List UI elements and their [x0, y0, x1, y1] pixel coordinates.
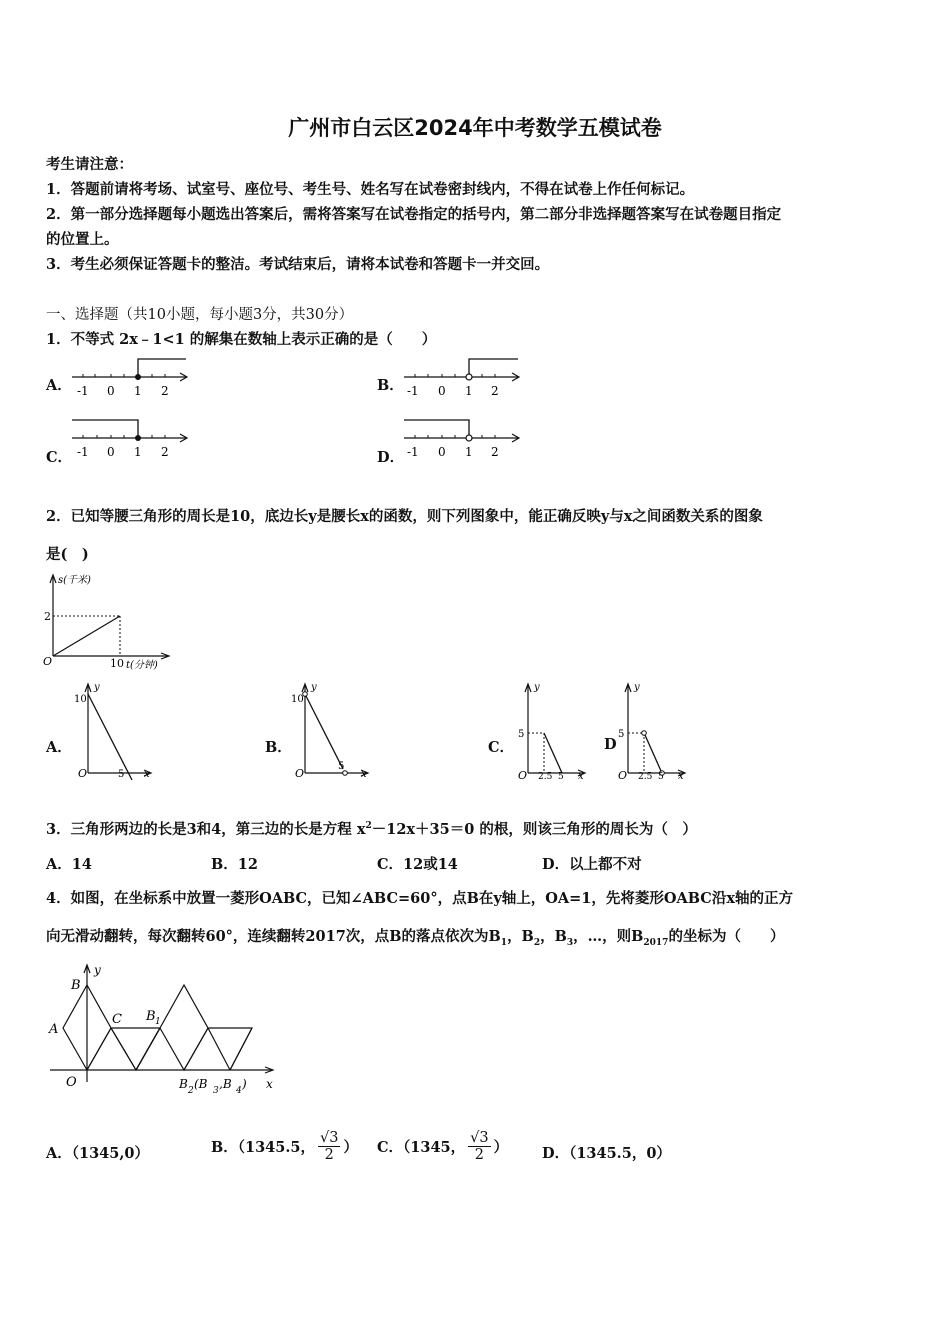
axis-tick: 5 — [118, 769, 125, 780]
q3-option-b[interactable]: B．12 — [211, 856, 258, 873]
q1-option-b[interactable]: B． — [377, 377, 404, 394]
tick-label: 2 — [161, 384, 169, 398]
ref-x-tick: 10 — [110, 657, 124, 670]
q4-text: ，B — [540, 928, 567, 945]
q4-text: 向无滑动翻转，每次翻转60°，连续翻转2017次，点B的落点依次为B — [46, 928, 501, 945]
tick-label: 2 — [491, 384, 499, 398]
axis-origin: O — [78, 767, 88, 780]
q4-option-b-text: B．（1345.5， — [211, 1138, 315, 1156]
q2-option-b[interactable]: B． — [265, 739, 292, 756]
fig-label-x: x — [266, 1077, 273, 1091]
notice-1: 1．答题前请将考场、试室号、座位号、考生号、姓名写在试卷密封线内，不得在试卷上作任何标记。 — [46, 181, 695, 198]
axis-label: x — [678, 771, 684, 782]
fig-label-y: y — [94, 963, 101, 977]
tick-label: 0 — [438, 445, 446, 459]
axis-tick: 10 — [74, 694, 87, 705]
tick-label: -1 — [77, 384, 89, 398]
axis-origin: O — [618, 769, 628, 782]
fig-label-close: ) — [242, 1077, 247, 1091]
page-title: 广州市白云区2024年中考数学五模试卷 — [288, 116, 662, 140]
q3-exponent: 2 — [365, 821, 372, 832]
q2-graph-b — [287, 680, 377, 785]
axis-label: y — [311, 682, 317, 693]
q1-option-d[interactable]: D． — [377, 449, 405, 466]
frac-num: √3 — [470, 1129, 489, 1146]
axis-tick: 5 — [518, 729, 525, 740]
q2-graph-a — [70, 680, 160, 785]
q1-numberline-a — [68, 355, 193, 405]
tick-label: 1 — [134, 445, 142, 459]
tick-label: 0 — [438, 384, 446, 398]
fig-label-b: B — [71, 978, 81, 993]
fig-label-b1-sub: 1 — [155, 1017, 161, 1027]
fig-label-b4: ,B — [219, 1077, 232, 1091]
q4-option-d[interactable]: D．（1345.5，0） — [542, 1145, 671, 1162]
axis-label: y — [534, 682, 540, 693]
axis-tick: 5 — [618, 729, 625, 740]
q4-stem-line1: 4．如图，在坐标系中放置一菱形OABC，已知∠ABC=60°，点B在y轴上，OA=1，先将菱形OABC沿x轴的正方 — [46, 890, 793, 907]
q1-numberline-c — [68, 416, 193, 466]
fig-label-a: A — [49, 1022, 59, 1037]
fraction-sqrt3-over-2 — [318, 1130, 340, 1163]
q2-stem-line1: 2．已知等腰三角形的周长是10，底边长y是腰长x的函数，则下列图象中，能正确反映y与x之间函数关系的图象 — [46, 508, 763, 525]
tick-label: 1 — [465, 384, 473, 398]
axis-label: x — [361, 769, 367, 780]
tick-label: 2 — [161, 445, 169, 459]
q4-text: ，B — [507, 928, 534, 945]
ref-ylabel: s(千米) — [58, 575, 91, 586]
notice-2-cont: 的位置上。 — [46, 231, 119, 248]
q4-option-b-close: ） — [343, 1138, 358, 1156]
q3-option-a[interactable]: A．14 — [46, 856, 92, 873]
q2-option-d[interactable]: D — [604, 736, 617, 753]
q4-option-b[interactable] — [211, 1118, 358, 1174]
q1-numberline-d — [400, 416, 525, 466]
q2-graph-c — [512, 680, 592, 785]
q4-rhombus-figure — [40, 960, 290, 1100]
fig-label-b3-sub: 3 — [213, 1086, 219, 1096]
axis-label: x — [144, 769, 150, 780]
fig-label-b4-sub: 4 — [236, 1086, 242, 1096]
fraction-sqrt3-over-2 — [468, 1130, 490, 1163]
q2-stem-line2: 是( ) — [46, 546, 89, 563]
tick-label: -1 — [407, 445, 419, 459]
q4-sub: 2017 — [643, 937, 669, 948]
axis-label: y — [634, 682, 640, 693]
axis-tick: 5 — [558, 772, 564, 782]
q2-reference-graph — [40, 572, 180, 672]
q2-graph-d — [612, 680, 692, 785]
q1-stem: 1．不等式 2x﹣1<1 的解集在数轴上表示正确的是（ ） — [46, 331, 437, 348]
q4-text: 的坐标为（ ） — [668, 928, 785, 945]
fig-label-b2-sub: 2 — [188, 1086, 194, 1096]
fig-label-b1: B — [146, 1009, 156, 1024]
q4-sub: 1 — [500, 937, 508, 948]
q2-option-c[interactable]: C． — [488, 739, 515, 756]
q3-stem-post: －12x＋35＝0 的根，则该三角形的周长为（ ） — [371, 821, 697, 838]
frac-den: 2 — [474, 1146, 484, 1163]
axis-tick: 5 — [338, 761, 345, 772]
q1-numberline-b — [400, 355, 525, 405]
q3-option-d[interactable]: D．以上都不对 — [542, 856, 642, 873]
q4-sub: 3 — [566, 937, 574, 948]
axis-label: y — [94, 682, 100, 693]
q4-option-c-text: C．（1345， — [377, 1138, 466, 1156]
ref-origin: O — [43, 655, 53, 668]
notice-header: 考生请注意： — [46, 156, 133, 173]
ref-y-tick: 2 — [44, 610, 51, 623]
q4-option-a[interactable]: A．（1345,0） — [46, 1145, 149, 1162]
q1-option-c[interactable]: C． — [46, 449, 73, 466]
tick-label: -1 — [407, 384, 419, 398]
fig-label-c: C — [112, 1012, 122, 1027]
ref-xlabel: t(分钟) — [126, 660, 158, 671]
tick-label: 2 — [491, 445, 499, 459]
axis-tick: 2.5 — [638, 772, 653, 782]
q4-stem-line2 — [46, 925, 784, 948]
axis-tick: 5 — [658, 772, 664, 782]
tick-label: 0 — [107, 445, 115, 459]
axis-origin: O — [518, 769, 528, 782]
q4-option-c-close: ） — [493, 1138, 509, 1156]
axis-tick: 2.5 — [538, 772, 553, 782]
q3-option-c[interactable]: C．12或14 — [377, 856, 458, 873]
axis-tick: 10 — [291, 694, 304, 705]
axis-label: x — [578, 771, 584, 782]
q4-sub: 2 — [533, 937, 541, 948]
axis-origin: O — [295, 767, 305, 780]
q1-option-a[interactable]: A． — [46, 377, 72, 394]
tick-label: -1 — [77, 445, 89, 459]
q4-text: ，…，则B — [573, 928, 644, 945]
tick-label: 1 — [134, 384, 142, 398]
fig-label-b2: B — [179, 1077, 188, 1091]
fig-label-b3: (B — [194, 1077, 208, 1091]
fig-label-o: O — [66, 1075, 77, 1090]
notice-2: 2．第一部分选择题每小题选出答案后，需将答案写在试卷指定的括号内，第二部分非选择题答案写在试卷题目指定 — [46, 206, 782, 223]
q3-stem-pre: 3．三角形两边的长是3和4，第三边的长是方程 x — [46, 821, 366, 838]
q2-option-a[interactable]: A． — [46, 739, 72, 756]
tick-label: 1 — [465, 445, 473, 459]
q3-stem — [46, 818, 697, 839]
section-heading: 一、选择题（共10小题，每小题3分，共30分） — [46, 307, 354, 323]
tick-label: 0 — [107, 384, 115, 398]
frac-num: √3 — [320, 1129, 339, 1146]
notice-3: 3．考生必须保证答题卡的整洁。考试结束后，请将本试卷和答题卡一并交回。 — [46, 256, 550, 273]
frac-den: 2 — [324, 1146, 334, 1163]
q4-option-c[interactable] — [377, 1118, 508, 1174]
